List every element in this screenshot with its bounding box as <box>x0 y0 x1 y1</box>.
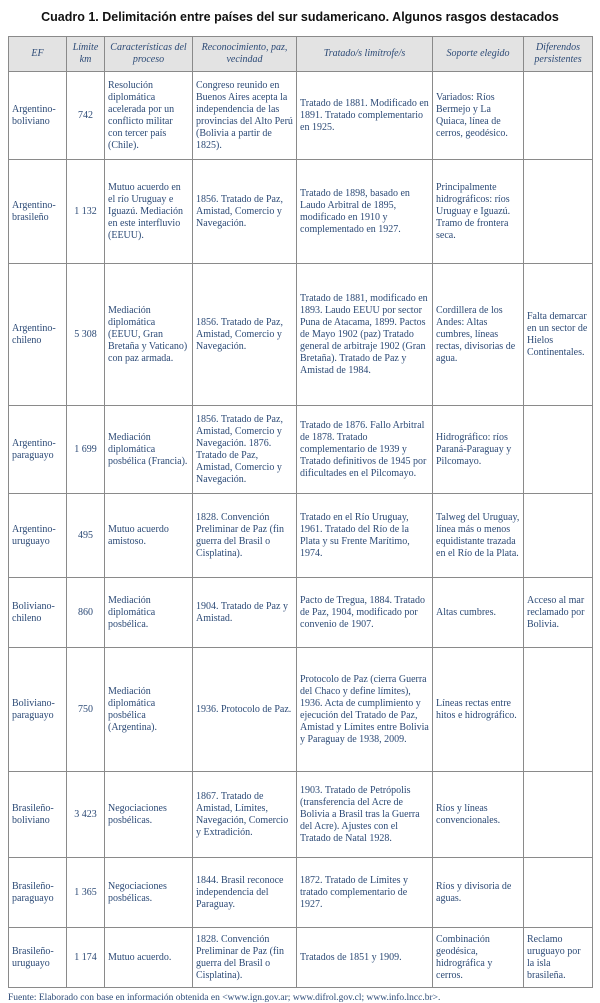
column-header-reconocimiento: Reconocimiento, paz, vecindad <box>193 37 297 72</box>
cell-diferendos <box>524 858 593 928</box>
cell-limite-km: 5 308 <box>67 264 105 406</box>
cell-diferendos <box>524 772 593 858</box>
column-header-limite-km: Límite km <box>67 37 105 72</box>
table-row-argentino-chileno <box>9 264 593 406</box>
cell-limite-km: 495 <box>67 494 105 578</box>
cell-tratados: 1872. Tratado de Límites y tratado complementario de 1927. <box>297 858 433 928</box>
delimitation-table <box>8 36 593 988</box>
cell-tratados: Tratado de 1881, modificado en 1893. Laudo EEUU por sector Puna de Atacama, 1899. Pactos de Mayo 1902 (paz) Tratado general de arbitraje 1902 (Gran Bretaña). Tratado de Paz y Amistad de 1984. <box>297 264 433 406</box>
cell-ef: Brasileño-uruguayo <box>9 928 67 988</box>
cell-caracteristicas: Mediación diplomática posbélica (Argentina). <box>105 648 193 772</box>
table-row-boliviano-chileno <box>9 578 593 648</box>
column-header-caracteristicas: Características del proceso <box>105 37 193 72</box>
table-row-argentino-brasileno <box>9 160 593 264</box>
cell-ef: Argentino-boliviano <box>9 72 67 160</box>
cell-ef: Argentino-chileno <box>9 264 67 406</box>
table-row-argentino-uruguayo <box>9 494 593 578</box>
cell-reconocimiento: Congreso reunido en Buenos Aires acepta la independencia de las provincias del Alto Perú (Bolivia a partir de 1825). <box>193 72 297 160</box>
cell-reconocimiento: 1828. Convención Preliminar de Paz (fin guerra del Brasil o Cisplatina). <box>193 494 297 578</box>
cell-diferendos <box>524 406 593 494</box>
cell-tratados: 1903. Tratado de Petrópolis (transferencia del Acre de Bolivia a Brasil tras la Guerra del Acre). Ajustes con el Tratado de Natal 1928. <box>297 772 433 858</box>
cell-caracteristicas: Mutuo acuerdo en el río Uruguay e Iguazú. Mediación en este interfluvio (EEUU). <box>105 160 193 264</box>
cell-diferendos: Reclamo uruguayo por la isla brasileña. <box>524 928 593 988</box>
cell-soporte: Cordillera de los Andes: Altas cumbres, líneas rectas, divisorias de agua. <box>433 264 524 406</box>
cell-ef: Brasileño-paraguayo <box>9 858 67 928</box>
cell-limite-km: 1 699 <box>67 406 105 494</box>
cell-tratados: Pacto de Tregua, 1884. Tratado de Paz, 1904, modificado por convenio de 1907. <box>297 578 433 648</box>
cell-reconocimiento: 1828. Convención Preliminar de Paz (fin guerra del Brasil o Cisplatina). <box>193 928 297 988</box>
table-row-brasileno-uruguayo <box>9 928 593 988</box>
cell-soporte: Combinación geodésica, hidrográfica y cerros. <box>433 928 524 988</box>
cell-soporte: Líneas rectas entre hitos e hidrográfico. <box>433 648 524 772</box>
cell-tratados: Tratado de 1898, basado en Laudo Arbitral de 1895, modificado en 1910 y complementado en 1927. <box>297 160 433 264</box>
cell-tratados: Tratados de 1851 y 1909. <box>297 928 433 988</box>
cell-limite-km: 1 174 <box>67 928 105 988</box>
cell-caracteristicas: Mediación diplomática posbélica. <box>105 578 193 648</box>
cell-limite-km: 750 <box>67 648 105 772</box>
column-header-soporte: Soporte elegido <box>433 37 524 72</box>
cell-ef: Brasileño-boliviano <box>9 772 67 858</box>
table-row-argentino-paraguayo <box>9 406 593 494</box>
cell-reconocimiento: 1867. Tratado de Amistad, Límites, Navegación, Comercio y Extradición. <box>193 772 297 858</box>
table-title: Cuadro 1. Delimitación entre países del sur sudamericano. Algunos rasgos destacados <box>41 10 559 24</box>
cell-reconocimiento: 1936. Protocolo de Paz. <box>193 648 297 772</box>
cell-limite-km: 1 365 <box>67 858 105 928</box>
cell-diferendos <box>524 494 593 578</box>
cell-caracteristicas: Resolución diplomática acelerada por un conflicto militar con tercer país (Chile). <box>105 72 193 160</box>
column-header-diferendos: Diferendos persistentes <box>524 37 593 72</box>
column-header-ef: EF <box>9 37 67 72</box>
cell-ef: Argentino-uruguayo <box>9 494 67 578</box>
cell-caracteristicas: Mediación diplomática (EEUU, Gran Bretaña y Vaticano) con paz armada. <box>105 264 193 406</box>
cell-diferendos <box>524 160 593 264</box>
cell-caracteristicas: Mediación diplomática posbélica (Francia). <box>105 406 193 494</box>
cell-tratados: Tratado de 1881. Modificado en 1891. Tratado complementario en 1925. <box>297 72 433 160</box>
cell-limite-km: 860 <box>67 578 105 648</box>
cell-soporte: Ríos y divisoria de aguas. <box>433 858 524 928</box>
cell-tratados: Protocolo de Paz (cierra Guerra del Chaco y define límites), 1936. Acta de cumplimiento y ejecución del Tratado de Paz, Amistad y Límites entre Bolivia y Paraguay de 1938, 2009. <box>297 648 433 772</box>
cell-ef: Boliviano-paraguayo <box>9 648 67 772</box>
cell-ef: Argentino-paraguayo <box>9 406 67 494</box>
cell-soporte: Altas cumbres. <box>433 578 524 648</box>
cell-reconocimiento: 1856. Tratado de Paz, Amistad, Comercio y Navegación. <box>193 264 297 406</box>
cell-caracteristicas: Negociaciones posbélicas. <box>105 772 193 858</box>
cell-soporte: Talweg del Uruguay, línea más o menos equidistante trazada en el Río de la Plata. <box>433 494 524 578</box>
source-note: Fuente: Elaborado con base en información obtenida en <www.ign.gov.ar; www.difrol.gov.cl; www.info.lncc.br>. <box>8 993 441 1003</box>
cell-diferendos: Acceso al mar reclamado por Bolivia. <box>524 578 593 648</box>
cell-ef: Argentino-brasileño <box>9 160 67 264</box>
cell-caracteristicas: Negociaciones posbélicas. <box>105 858 193 928</box>
cell-caracteristicas: Mutuo acuerdo amistoso. <box>105 494 193 578</box>
cell-soporte: Ríos y líneas convencionales. <box>433 772 524 858</box>
cell-caracteristicas: Mutuo acuerdo. <box>105 928 193 988</box>
cell-tratados: Tratado de 1876. Fallo Arbitral de 1878. Tratado complementario de 1939 y Tratado definitivos de 1945 por dificultades en el Pilcomayo. <box>297 406 433 494</box>
cell-reconocimiento: 1904. Tratado de Paz y Amistad. <box>193 578 297 648</box>
cell-soporte: Principalmente hidrográficos: ríos Uruguay e Iguazú. Tramo de frontera seca. <box>433 160 524 264</box>
cell-diferendos: Falta demarcar en un sector de Hielos Continentales. <box>524 264 593 406</box>
table-row-brasileno-boliviano <box>9 772 593 858</box>
header-row <box>9 37 593 72</box>
table-row-boliviano-paraguayo <box>9 648 593 772</box>
cell-reconocimiento: 1856. Tratado de Paz, Amistad, Comercio y Navegación. 1876. Tratado de Paz, Amistad, Comercio y Navegación. <box>193 406 297 494</box>
cell-tratados: Tratado en el Río Uruguay, 1961. Tratado del Río de la Plata y su Frente Marítimo, 1974. <box>297 494 433 578</box>
cell-ef: Boliviano-chileno <box>9 578 67 648</box>
table-row-argentino-boliviano <box>9 72 593 160</box>
cell-limite-km: 742 <box>67 72 105 160</box>
column-header-tratados: Tratado/s limítrofe/s <box>297 37 433 72</box>
cell-reconocimiento: 1844. Brasil reconoce independencia del Paraguay. <box>193 858 297 928</box>
cell-soporte: Variados: Ríos Bermejo y La Quiaca, línea de cerros, geodésico. <box>433 72 524 160</box>
cell-diferendos <box>524 72 593 160</box>
table-row-brasileno-paraguayo <box>9 858 593 928</box>
cell-soporte: Hidrográfico: ríos Paraná-Paraguay y Pilcomayo. <box>433 406 524 494</box>
cell-reconocimiento: 1856. Tratado de Paz, Amistad, Comercio y Navegación. <box>193 160 297 264</box>
cell-limite-km: 1 132 <box>67 160 105 264</box>
cell-limite-km: 3 423 <box>67 772 105 858</box>
cell-diferendos <box>524 648 593 772</box>
